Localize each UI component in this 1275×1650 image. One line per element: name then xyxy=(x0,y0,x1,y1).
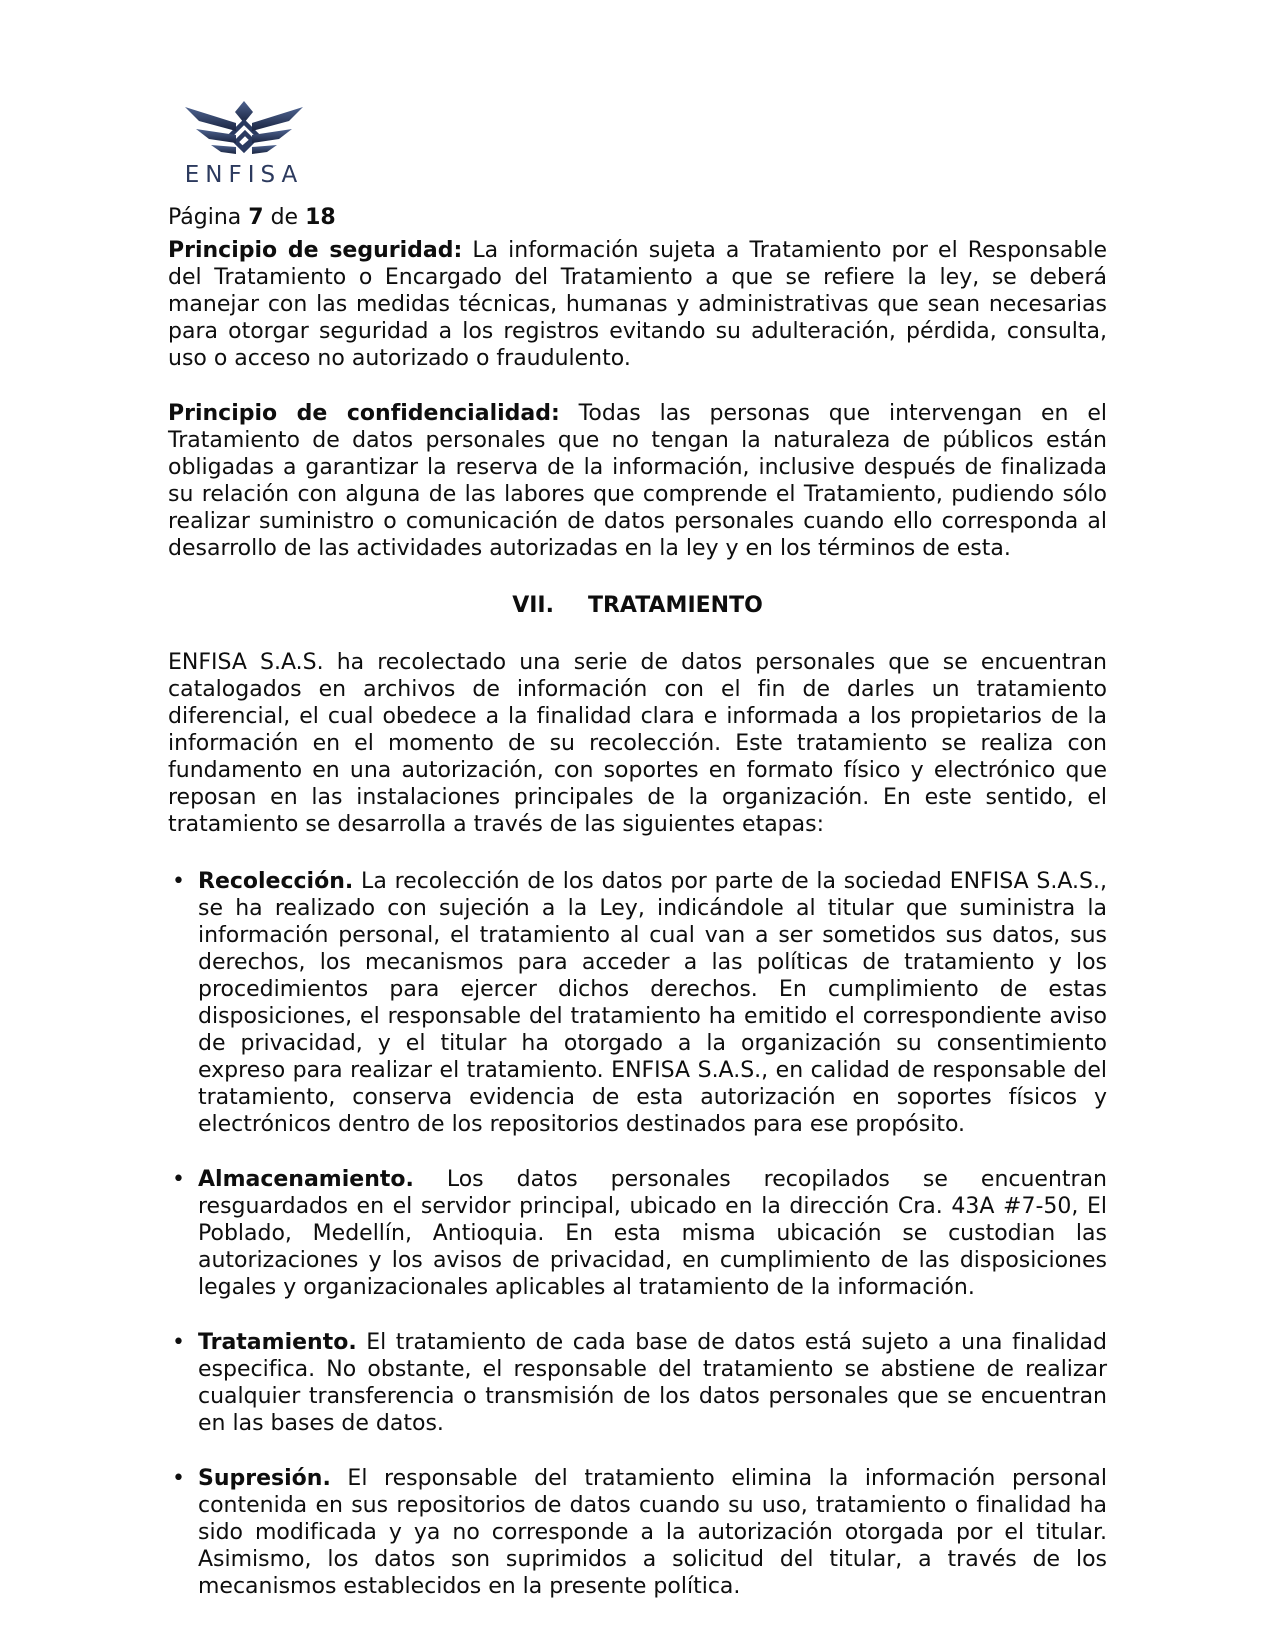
paragraph-principio-confidencialidad xyxy=(168,400,1107,562)
bullet-icon: • xyxy=(172,1167,185,1192)
list-item-lead: Recolección. xyxy=(198,869,354,894)
page-number-prefix: Página xyxy=(168,205,242,230)
list-item-text: Los datos personales recopilados se encuentran resguardados en el servidor principal, ubicado en la dirección Cra. 43A #7-50, El Poblado, Medellín, Antioquia. En esta misma ubicación se custodian las autorizaciones y los avisos de privacidad, en cumplimiento de las disposiciones legales y organizacionales aplicables al tratamiento de la información. xyxy=(198,1167,1107,1300)
treatment-stages-list xyxy=(168,868,1107,1600)
list-item-supresion xyxy=(168,1465,1107,1600)
paragraph-lead: Principio de confidencialidad: xyxy=(168,401,560,426)
list-item-recoleccion xyxy=(168,868,1107,1138)
list-item-text: El responsable del tratamiento elimina la información personal contenida en sus repositorios de datos cuando su uso, tratamiento o finalidad ha sido modificada y ya no corresponde a la autorización otorgada por el titular. Asimismo, los datos son suprimidos a solicitud del titular, a través de los mecanismos establecidos en la presente política. xyxy=(198,1466,1107,1599)
bullet-icon: • xyxy=(172,1466,185,1491)
paragraph-principio-seguridad xyxy=(168,237,1107,372)
page-number-total: 18 xyxy=(305,205,336,230)
section-intro-paragraph: ENFISA S.A.S. ha recolectado una serie de datos personales que se encuentran catalogados en archivos de información con el fin de darles un tratamiento diferencial, el cual obedece a la finalidad clara e informada a los propietarios de la información en el momento de su recolección. Este tratamiento se realiza con fundamento en una autorización, con soportes en formato físico y electrónico que reposan en las instalaciones principales de la organización. En este sentido, el tratamiento se desarrolla a través de las siguientes etapas: xyxy=(168,650,1107,837)
paragraph-text: La información sujeta a Tratamiento por el Responsable del Tratamiento o Encargado del Tratamiento a que se refiere la ley, se deberá manejar con las medidas técnicas, humanas y administrativas que sean necesarias para otorgar seguridad a los registros evitando su adulteración, pérdida, consulta, uso o acceso no autorizado o fraudulento. xyxy=(168,238,1107,371)
list-item-tratamiento xyxy=(168,1329,1107,1437)
section-heading xyxy=(168,592,1107,619)
section-number: VII. xyxy=(512,593,554,618)
list-item-text: La recolección de los datos por parte de la sociedad ENFISA S.A.S., se ha realizado con sujeción a la Ley, indicándole al titular que suministra la información personal, el tratamiento al cual van a ser sometidos sus datos, sus derechos, los mecanismos para acceder a las políticas de tratamiento y los procedimientos para ejercer dichos derechos. En cumplimiento de estas disposiciones, el responsable del tratamiento ha emitido el correspondiente aviso de privacidad, y el titular ha otorgado a la organización su consentimiento expreso para realizar el tratamiento. ENFISA S.A.S., en calidad de responsable del tratamiento, conserva evidencia de esta autorización en soportes físicos y electrónicos dentro de los repositorios destinados para ese propósito. xyxy=(198,869,1107,1137)
page-number-separator: de xyxy=(270,205,299,230)
enfisa-wings-icon xyxy=(184,100,304,160)
list-item-almacenamiento xyxy=(168,1166,1107,1301)
bullet-icon: • xyxy=(172,869,185,894)
paragraph-text: Todas las personas que intervengan en el Tratamiento de datos personales que no tengan la naturaleza de públicos están obligadas a garantizar la reserva de la información, inclusive después de finalizada su relación con alguna de las labores que comprende el Tratamiento, pudiendo sólo realizar suministro o comunicación de datos personales cuando ello corresponda al desarrollo de las actividades autorizadas en la ley y en los términos de esta. xyxy=(168,401,1107,561)
list-item-text: El tratamiento de cada base de datos está sujeto a una finalidad especifica. No obstante, el responsable del tratamiento se abstiene de realizar cualquier transferencia o transmisión de los datos personales que se encuentran en las bases de datos. xyxy=(198,1330,1107,1436)
bullet-icon: • xyxy=(172,1330,185,1355)
page-number-current: 7 xyxy=(248,205,264,230)
list-item-lead: Almacenamiento. xyxy=(198,1167,414,1192)
page-number-line xyxy=(168,204,1107,231)
company-logo xyxy=(182,100,306,188)
paragraph-lead: Principio de seguridad: xyxy=(168,238,463,263)
logo-wordmark: ENFISA xyxy=(184,162,304,188)
list-item-lead: Supresión. xyxy=(198,1466,331,1491)
section-title: TRATAMIENTO xyxy=(587,593,763,618)
list-item-lead: Tratamiento. xyxy=(198,1330,357,1355)
